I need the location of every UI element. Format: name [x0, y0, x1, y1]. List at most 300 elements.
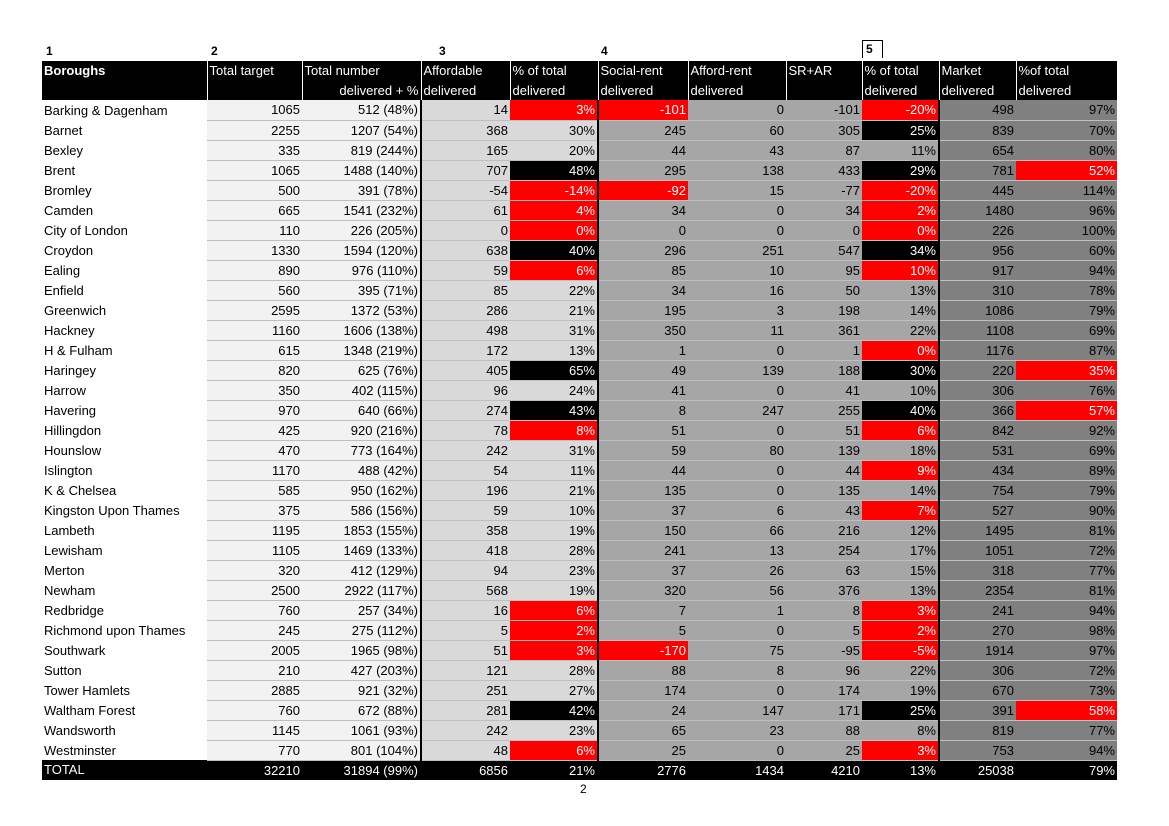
srar-pct-cell: 34%	[862, 240, 939, 260]
header-total-number: Total number	[302, 61, 421, 81]
market-pct-cell: 92%	[1016, 420, 1117, 440]
market-pct-cell: 79%	[1016, 300, 1117, 320]
market-pct-cell: 52%	[1016, 160, 1117, 180]
borough-name: Hackney	[42, 320, 207, 340]
section-number-3: 3	[439, 44, 446, 58]
market-pct-cell: 81%	[1016, 520, 1117, 540]
market-pct-cell: 94%	[1016, 740, 1117, 760]
affordable-pct-cell: 24%	[510, 380, 598, 400]
afford-rent-cell: 1	[688, 600, 786, 620]
srar-pct-cell: 17%	[862, 540, 939, 560]
sr-ar-cell: 8	[786, 600, 862, 620]
affordable-pct-cell: 21%	[510, 480, 598, 500]
sr-ar-cell: 5	[786, 620, 862, 640]
affordable-pct-cell: 22%	[510, 280, 598, 300]
total-target-cell: 1145	[207, 720, 302, 740]
table-row	[42, 180, 1117, 200]
affordable-pct-cell: 28%	[510, 660, 598, 680]
social-rent-cell: 44	[598, 140, 688, 160]
social-rent-cell: 295	[598, 160, 688, 180]
total-delivered-cell: 819 (244%)	[302, 140, 421, 160]
afford-rent-cell: 251	[688, 240, 786, 260]
total-target-cell: 760	[207, 600, 302, 620]
total-delivered-cell: 1541 (232%)	[302, 200, 421, 220]
header2-total-target	[207, 81, 302, 101]
srar-pct-cell: 29%	[862, 160, 939, 180]
total-delivered-cell: 226 (205%)	[302, 220, 421, 240]
affordable-cell: -54	[421, 180, 510, 200]
total-target-cell: 1170	[207, 460, 302, 480]
table-row	[42, 120, 1117, 140]
srar-pct-cell: -5%	[862, 640, 939, 660]
borough-name: Harrow	[42, 380, 207, 400]
affordable-pct-cell: 40%	[510, 240, 598, 260]
market-cell: 1108	[939, 320, 1016, 340]
sr-ar-cell: -101	[786, 100, 862, 120]
total-delivered-cell: 625 (76%)	[302, 360, 421, 380]
affordable-pct-cell: 27%	[510, 680, 598, 700]
affordable-pct-cell: 20%	[510, 140, 598, 160]
table-row	[42, 220, 1117, 240]
social-rent-cell: 1	[598, 340, 688, 360]
sr-ar-cell: 50	[786, 280, 862, 300]
market-cell: 956	[939, 240, 1016, 260]
afford-rent-cell: 247	[688, 400, 786, 420]
total-delivered-cell: 412 (129%)	[302, 560, 421, 580]
afford-rent-cell: 3	[688, 300, 786, 320]
market-cell: 1086	[939, 300, 1016, 320]
affordable-pct-cell: -14%	[510, 180, 598, 200]
total-target-cell: 1195	[207, 520, 302, 540]
sr-ar-cell: 0	[786, 220, 862, 240]
table-row	[42, 720, 1117, 740]
borough-name: Tower Hamlets	[42, 680, 207, 700]
affordable-cell: 251	[421, 680, 510, 700]
market-pct-cell: 72%	[1016, 660, 1117, 680]
housing-delivery-table	[42, 61, 1117, 780]
borough-name: Richmond upon Thames	[42, 620, 207, 640]
total-delivered-cell: 801 (104%)	[302, 740, 421, 760]
social-rent-cell: 59	[598, 440, 688, 460]
borough-name: Enfield	[42, 280, 207, 300]
afford-rent-cell: 75	[688, 640, 786, 660]
total-delivered-cell: 1372 (53%)	[302, 300, 421, 320]
borough-name: Southwark	[42, 640, 207, 660]
total-market: 25038	[939, 760, 1016, 780]
header-social-rent: Social-rent	[598, 61, 688, 81]
total-srar-pct: 13%	[862, 760, 939, 780]
afford-rent-cell: 56	[688, 580, 786, 600]
header2-srar-pct: delivered	[862, 81, 939, 101]
market-cell: 498	[939, 100, 1016, 120]
srar-pct-cell: 19%	[862, 680, 939, 700]
market-pct-cell: 60%	[1016, 240, 1117, 260]
afford-rent-cell: 0	[688, 740, 786, 760]
affordable-cell: 0	[421, 220, 510, 240]
sr-ar-cell: 547	[786, 240, 862, 260]
market-cell: 318	[939, 560, 1016, 580]
table-row	[42, 200, 1117, 220]
total-afford-rent: 1434	[688, 760, 786, 780]
market-cell: 226	[939, 220, 1016, 240]
total-delivered-cell: 672 (88%)	[302, 700, 421, 720]
total-delivered-cell: 1207 (54%)	[302, 120, 421, 140]
affordable-pct-cell: 10%	[510, 500, 598, 520]
total-delivered-cell: 1606 (138%)	[302, 320, 421, 340]
srar-pct-cell: 8%	[862, 720, 939, 740]
section-number-5: 5	[862, 40, 883, 58]
total-target-cell: 890	[207, 260, 302, 280]
borough-name: Hillingdon	[42, 420, 207, 440]
affordable-pct-cell: 19%	[510, 580, 598, 600]
total-target-cell: 585	[207, 480, 302, 500]
borough-name: K & Chelsea	[42, 480, 207, 500]
social-rent-cell: 85	[598, 260, 688, 280]
affordable-cell: 61	[421, 200, 510, 220]
market-cell: 1495	[939, 520, 1016, 540]
affordable-pct-cell: 3%	[510, 100, 598, 120]
social-rent-cell: 24	[598, 700, 688, 720]
borough-name: Ealing	[42, 260, 207, 280]
affordable-cell: 85	[421, 280, 510, 300]
affordable-pct-cell: 31%	[510, 440, 598, 460]
market-cell: 1914	[939, 640, 1016, 660]
srar-pct-cell: 0%	[862, 340, 939, 360]
afford-rent-cell: 147	[688, 700, 786, 720]
market-cell: 306	[939, 660, 1016, 680]
srar-pct-cell: 18%	[862, 440, 939, 460]
total-affordable: 6856	[421, 760, 510, 780]
total-target-cell: 760	[207, 700, 302, 720]
afford-rent-cell: 0	[688, 420, 786, 440]
borough-name: Kingston Upon Thames	[42, 500, 207, 520]
social-rent-cell: 88	[598, 660, 688, 680]
afford-rent-cell: 0	[688, 460, 786, 480]
affordable-cell: 638	[421, 240, 510, 260]
market-pct-cell: 78%	[1016, 280, 1117, 300]
market-pct-cell: 94%	[1016, 260, 1117, 280]
social-rent-cell: 41	[598, 380, 688, 400]
afford-rent-cell: 0	[688, 680, 786, 700]
srar-pct-cell: 9%	[862, 460, 939, 480]
affordable-cell: 78	[421, 420, 510, 440]
market-pct-cell: 35%	[1016, 360, 1117, 380]
market-pct-cell: 81%	[1016, 580, 1117, 600]
affordable-cell: 281	[421, 700, 510, 720]
sr-ar-cell: 171	[786, 700, 862, 720]
sr-ar-cell: 95	[786, 260, 862, 280]
header2-sr-ar	[786, 81, 862, 101]
social-rent-cell: 34	[598, 280, 688, 300]
social-rent-cell: 51	[598, 420, 688, 440]
srar-pct-cell: 6%	[862, 420, 939, 440]
header-market: Market	[939, 61, 1016, 81]
affordable-cell: 14	[421, 100, 510, 120]
sr-ar-cell: -95	[786, 640, 862, 660]
market-pct-cell: 72%	[1016, 540, 1117, 560]
borough-name: Merton	[42, 560, 207, 580]
table-row	[42, 320, 1117, 340]
header2-affordable: delivered	[421, 81, 510, 101]
total-target-cell: 770	[207, 740, 302, 760]
market-cell: 754	[939, 480, 1016, 500]
table-row	[42, 480, 1117, 500]
srar-pct-cell: -20%	[862, 100, 939, 120]
total-delivered-cell: 1469 (133%)	[302, 540, 421, 560]
affordable-cell: 48	[421, 740, 510, 760]
table-row	[42, 300, 1117, 320]
section-number-2: 2	[211, 44, 218, 58]
borough-name: Haringey	[42, 360, 207, 380]
table-row	[42, 620, 1117, 640]
market-pct-cell: 94%	[1016, 600, 1117, 620]
borough-name: Croydon	[42, 240, 207, 260]
total-row	[42, 760, 1117, 780]
market-pct-cell: 87%	[1016, 340, 1117, 360]
market-cell: 781	[939, 160, 1016, 180]
social-rent-cell: 8	[598, 400, 688, 420]
borough-name: Hounslow	[42, 440, 207, 460]
market-cell: 310	[939, 280, 1016, 300]
total-target-cell: 500	[207, 180, 302, 200]
header-boroughs: Boroughs	[42, 61, 207, 81]
total-target-cell: 1160	[207, 320, 302, 340]
borough-name: Lewisham	[42, 540, 207, 560]
sr-ar-cell: 139	[786, 440, 862, 460]
social-rent-cell: 320	[598, 580, 688, 600]
sr-ar-cell: 1	[786, 340, 862, 360]
borough-name: Greenwich	[42, 300, 207, 320]
market-cell: 366	[939, 400, 1016, 420]
market-cell: 527	[939, 500, 1016, 520]
borough-name: Brent	[42, 160, 207, 180]
srar-pct-cell: -20%	[862, 180, 939, 200]
market-pct-cell: 69%	[1016, 320, 1117, 340]
total-target-cell: 1330	[207, 240, 302, 260]
table-row	[42, 420, 1117, 440]
market-cell: 445	[939, 180, 1016, 200]
table-row	[42, 640, 1117, 660]
market-cell: 2354	[939, 580, 1016, 600]
srar-pct-cell: 13%	[862, 580, 939, 600]
sr-ar-cell: 135	[786, 480, 862, 500]
srar-pct-cell: 12%	[862, 520, 939, 540]
total-target-cell: 1065	[207, 100, 302, 120]
market-pct-cell: 89%	[1016, 460, 1117, 480]
total-target-cell: 375	[207, 500, 302, 520]
market-pct-cell: 77%	[1016, 560, 1117, 580]
affordable-cell: 707	[421, 160, 510, 180]
sr-ar-cell: 376	[786, 580, 862, 600]
affordable-cell: 405	[421, 360, 510, 380]
social-rent-cell: 5	[598, 620, 688, 640]
social-rent-cell: 150	[598, 520, 688, 540]
total-target-cell: 970	[207, 400, 302, 420]
social-rent-cell: 241	[598, 540, 688, 560]
total-delivered-cell: 257 (34%)	[302, 600, 421, 620]
market-pct-cell: 79%	[1016, 480, 1117, 500]
affordable-pct-cell: 8%	[510, 420, 598, 440]
header-sr-ar: SR+AR	[786, 61, 862, 81]
social-rent-cell: 34	[598, 200, 688, 220]
market-cell: 654	[939, 140, 1016, 160]
borough-name: Barking & Dagenham	[42, 100, 207, 120]
afford-rent-cell: 43	[688, 140, 786, 160]
sr-ar-cell: 254	[786, 540, 862, 560]
srar-pct-cell: 14%	[862, 300, 939, 320]
afford-rent-cell: 0	[688, 100, 786, 120]
total-target-cell: 335	[207, 140, 302, 160]
market-cell: 670	[939, 680, 1016, 700]
table-row	[42, 140, 1117, 160]
market-cell: 1480	[939, 200, 1016, 220]
header-total-target: Total target	[207, 61, 302, 81]
table-row	[42, 340, 1117, 360]
sr-ar-cell: 174	[786, 680, 862, 700]
table-row	[42, 580, 1117, 600]
table-row	[42, 240, 1117, 260]
afford-rent-cell: 16	[688, 280, 786, 300]
sr-ar-cell: 34	[786, 200, 862, 220]
market-pct-cell: 114%	[1016, 180, 1117, 200]
header-afford-rent: Afford-rent	[688, 61, 786, 81]
sr-ar-cell: 255	[786, 400, 862, 420]
table-row	[42, 280, 1117, 300]
market-pct-cell: 97%	[1016, 100, 1117, 120]
srar-pct-cell: 0%	[862, 220, 939, 240]
borough-name: Redbridge	[42, 600, 207, 620]
srar-pct-cell: 40%	[862, 400, 939, 420]
total-market-pct: 79%	[1016, 760, 1117, 780]
afford-rent-cell: 139	[688, 360, 786, 380]
social-rent-cell: -92	[598, 180, 688, 200]
sr-ar-cell: 51	[786, 420, 862, 440]
afford-rent-cell: 0	[688, 340, 786, 360]
sr-ar-cell: 25	[786, 740, 862, 760]
market-pct-cell: 97%	[1016, 640, 1117, 660]
market-pct-cell: 57%	[1016, 400, 1117, 420]
srar-pct-cell: 25%	[862, 120, 939, 140]
sr-ar-cell: 44	[786, 460, 862, 480]
borough-name: City of London	[42, 220, 207, 240]
header-affordable-pct: % of total	[510, 61, 598, 81]
market-cell: 531	[939, 440, 1016, 460]
header2-boroughs	[42, 81, 207, 101]
table-row	[42, 100, 1117, 120]
srar-pct-cell: 2%	[862, 620, 939, 640]
total-delivered-cell: 1348 (219%)	[302, 340, 421, 360]
afford-rent-cell: 0	[688, 480, 786, 500]
table-row	[42, 560, 1117, 580]
afford-rent-cell: 138	[688, 160, 786, 180]
affordable-cell: 358	[421, 520, 510, 540]
social-rent-cell: 135	[598, 480, 688, 500]
afford-rent-cell: 13	[688, 540, 786, 560]
page-number: 2	[580, 782, 587, 796]
total-delivered-cell: 773 (164%)	[302, 440, 421, 460]
total-target-cell: 2595	[207, 300, 302, 320]
sr-ar-cell: 305	[786, 120, 862, 140]
header-srar-pct: % of total	[862, 61, 939, 81]
borough-name: Waltham Forest	[42, 700, 207, 720]
table-row	[42, 440, 1117, 460]
affordable-cell: 5	[421, 620, 510, 640]
affordable-cell: 368	[421, 120, 510, 140]
market-cell: 917	[939, 260, 1016, 280]
market-pct-cell: 80%	[1016, 140, 1117, 160]
market-cell: 842	[939, 420, 1016, 440]
header-row-1	[42, 61, 1117, 81]
total-delivered-cell: 640 (66%)	[302, 400, 421, 420]
srar-pct-cell: 3%	[862, 740, 939, 760]
borough-name: Bexley	[42, 140, 207, 160]
social-rent-cell: 37	[598, 500, 688, 520]
total-target-cell: 470	[207, 440, 302, 460]
total-delivered-cell: 921 (32%)	[302, 680, 421, 700]
sr-ar-cell: 63	[786, 560, 862, 580]
srar-pct-cell: 25%	[862, 700, 939, 720]
total-target-cell: 245	[207, 620, 302, 640]
affordable-cell: 59	[421, 260, 510, 280]
total-delivered-cell: 920 (216%)	[302, 420, 421, 440]
affordable-pct-cell: 48%	[510, 160, 598, 180]
affordable-cell: 172	[421, 340, 510, 360]
market-pct-cell: 96%	[1016, 200, 1117, 220]
total-target-cell: 350	[207, 380, 302, 400]
affordable-cell: 96	[421, 380, 510, 400]
total-target-cell: 820	[207, 360, 302, 380]
afford-rent-cell: 26	[688, 560, 786, 580]
housing-delivery-table-container	[42, 40, 1117, 780]
header-market-pct: %of total	[1016, 61, 1117, 81]
sr-ar-cell: 361	[786, 320, 862, 340]
market-cell: 306	[939, 380, 1016, 400]
total-delivered-cell: 586 (156%)	[302, 500, 421, 520]
sr-ar-cell: -77	[786, 180, 862, 200]
sr-ar-cell: 87	[786, 140, 862, 160]
total-delivered-cell: 1853 (155%)	[302, 520, 421, 540]
affordable-pct-cell: 13%	[510, 340, 598, 360]
affordable-cell: 54	[421, 460, 510, 480]
table-row	[42, 700, 1117, 720]
sr-ar-cell: 216	[786, 520, 862, 540]
affordable-cell: 51	[421, 640, 510, 660]
total-delivered-cell: 976 (110%)	[302, 260, 421, 280]
header-row-2	[42, 81, 1117, 101]
total-delivered-cell: 2922 (117%)	[302, 580, 421, 600]
affordable-pct-cell: 28%	[510, 540, 598, 560]
header2-social-rent: delivered	[598, 81, 688, 101]
table-row	[42, 360, 1117, 380]
sr-ar-cell: 96	[786, 660, 862, 680]
borough-name: Islington	[42, 460, 207, 480]
srar-pct-cell: 22%	[862, 660, 939, 680]
afford-rent-cell: 15	[688, 180, 786, 200]
affordable-pct-cell: 30%	[510, 120, 598, 140]
affordable-cell: 94	[421, 560, 510, 580]
affordable-cell: 59	[421, 500, 510, 520]
social-rent-cell: 195	[598, 300, 688, 320]
total-target-cell: 2885	[207, 680, 302, 700]
table-row	[42, 160, 1117, 180]
total-target-cell: 210	[207, 660, 302, 680]
total-target-cell: 560	[207, 280, 302, 300]
total-delivered-cell: 1965 (98%)	[302, 640, 421, 660]
borough-name: Sutton	[42, 660, 207, 680]
affordable-cell: 286	[421, 300, 510, 320]
header2-afford-rent: delivered	[688, 81, 786, 101]
social-rent-cell: -170	[598, 640, 688, 660]
